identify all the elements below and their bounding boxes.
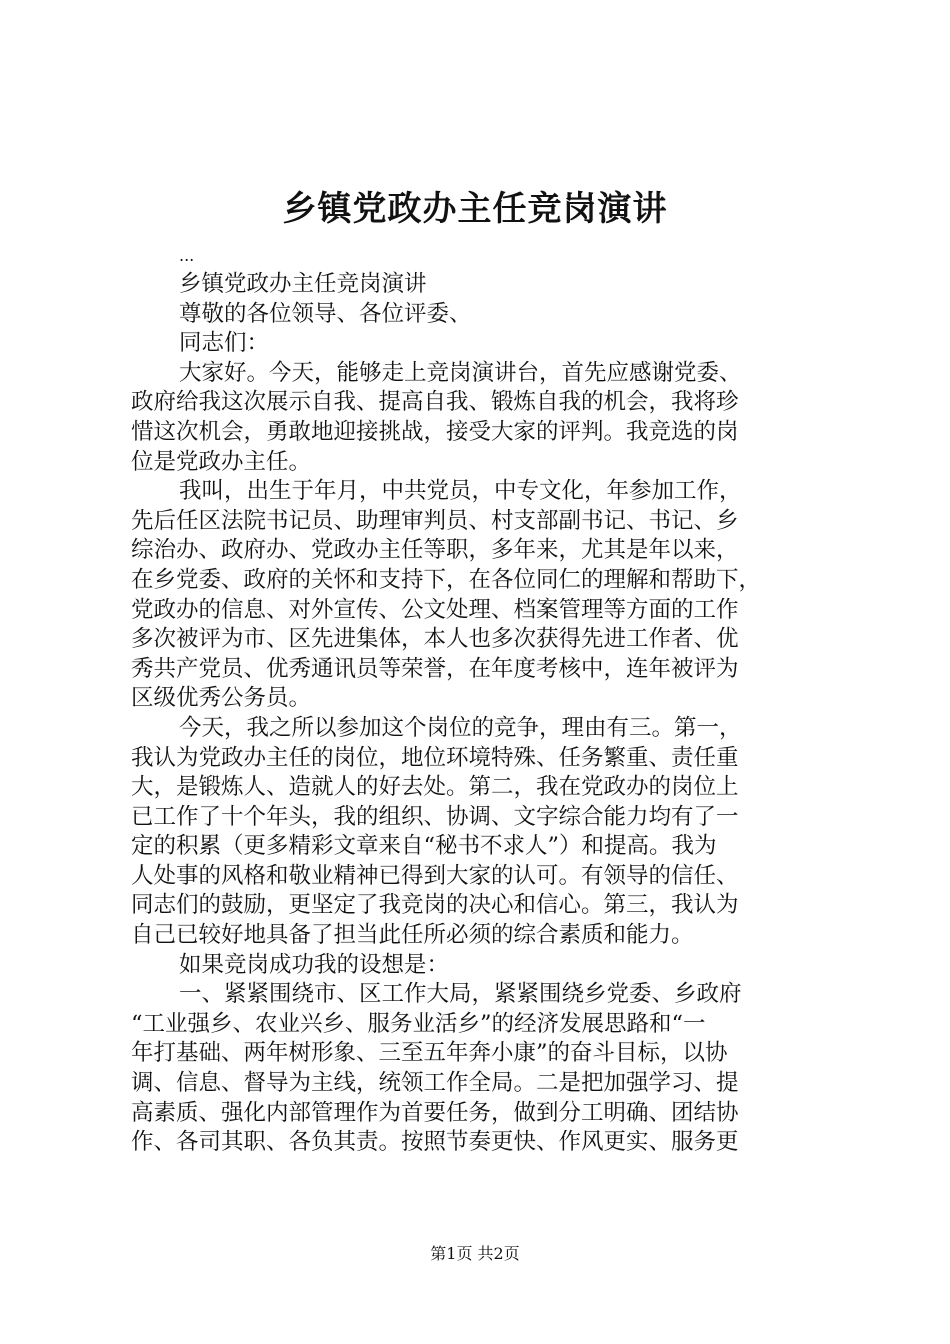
text-line: 位是党政办主任。 bbox=[131, 448, 312, 475]
text-line: 秀共产党员、优秀通讯员等荣誉，在年度考核中，连年被评为 bbox=[131, 655, 739, 682]
text-line: 一、紧紧围绕市、区工作大局，紧紧围绕乡党委、乡政府 bbox=[179, 981, 742, 1008]
text-line: 已工作了十个年头，我的组织、协调、文字综合能力均有了一 bbox=[131, 803, 739, 830]
text-line: 乡镇党政办主任竞岗演讲 bbox=[179, 271, 427, 297]
text-line: 先后任区法院书记员、助理审判员、村支部副书记、书记、乡 bbox=[131, 507, 739, 534]
ellipsis-marker: ... bbox=[179, 248, 195, 265]
text-line: “工业强乡、农业兴乡、服务业活乡”的经济发展思路和“一 bbox=[131, 1010, 706, 1037]
text-line: 我叫，出生于年月，中共党员，中专文化，年参加工作， bbox=[179, 478, 742, 505]
text-line: 在乡党委、政府的关怀和支持下，在各位同仁的理解和帮助下， bbox=[131, 566, 762, 593]
document-body bbox=[131, 248, 831, 1158]
text-line: 同志们的鼓励，更坚定了我竞岗的决心和信心。第三，我认为 bbox=[131, 892, 739, 919]
text-line: 作、各司其职、各负其责。按照节奏更快、作风更实、服务更 bbox=[131, 1129, 739, 1156]
text-line: 同志们： bbox=[179, 330, 270, 357]
text-line: 定的积累（更多精彩文章来自“秘书不求人”）和提高。我为 bbox=[131, 833, 717, 860]
text-line: 自己已较好地具备了担当此任所必须的综合素质和能力。 bbox=[131, 922, 694, 949]
text-line: 我认为党政办主任的岗位，地位环境特殊、任务繁重、责任重 bbox=[131, 744, 739, 771]
text-line: 高素质、强化内部管理作为首要任务，做到分工明确、团结协 bbox=[131, 1099, 739, 1126]
text-line: 多次被评为市、区先进集体，本人也多次获得先进工作者、优 bbox=[131, 626, 739, 653]
text-line: 调、信息、督导为主线，统领工作全局。二是把加强学习、提 bbox=[131, 1070, 739, 1097]
text-line: 人处事的风格和敬业精神已得到大家的认可。有领导的信任、 bbox=[131, 862, 739, 889]
text-line: 如果竞岗成功我的设想是： bbox=[179, 951, 450, 978]
document-title: 乡镇党政办主任竞岗演讲 bbox=[282, 189, 668, 229]
text-line: 大家好。今天，能够走上竞岗演讲台，首先应感谢党委、 bbox=[179, 359, 742, 386]
text-line: 惜这次机会，勇敢地迎接挑战，接受大家的评判。我竞选的岗 bbox=[131, 418, 739, 445]
text-line: 区级优秀公务员。 bbox=[131, 685, 312, 712]
text-line: 尊敬的各位领导、各位评委、 bbox=[179, 300, 472, 327]
text-line: 政府给我这次展示自我、提高自我、锻炼自我的机会，我将珍 bbox=[131, 389, 739, 416]
text-line: 综治办、政府办、党政办主任等职，多年来，尤其是年以来， bbox=[131, 537, 739, 564]
text-line: 今天，我之所以参加这个岗位的竞争，理由有三。第一， bbox=[179, 714, 742, 741]
text-line: 大，是锻炼人、造就人的好去处。第二，我在党政办的岗位上 bbox=[131, 774, 739, 801]
text-line: 年打基础、两年树形象、三至五年奔小康”的奋斗目标，以协 bbox=[131, 1040, 728, 1067]
text-line: 党政办的信息、对外宣传、公文处理、档案管理等方面的工作 bbox=[131, 596, 739, 623]
page-footer: 第1页 共2页 bbox=[430, 1244, 520, 1263]
